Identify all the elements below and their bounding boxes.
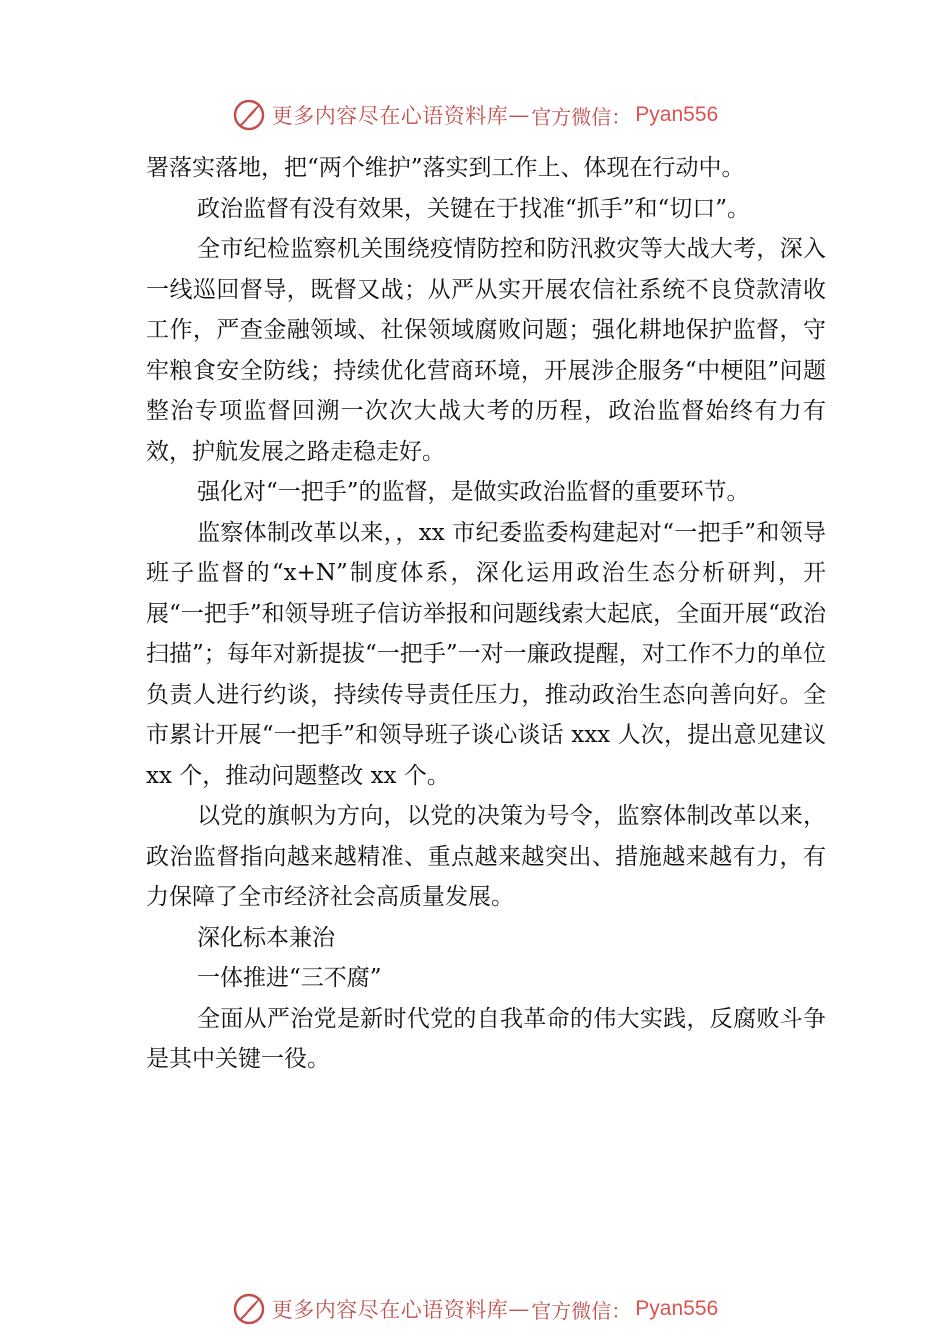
paragraph: 全面从严治党是新时代党的自我革命的伟大实践，反腐败斗争是其中关键一役。 bbox=[146, 1005, 826, 1072]
section-heading: 深化标本兼治 bbox=[197, 924, 335, 951]
document-body bbox=[146, 148, 826, 1080]
banner-separator: — bbox=[508, 1297, 530, 1321]
paragraph: 政治监督有没有效果，关键在于找准“抓手”和“切口”。 bbox=[197, 195, 751, 222]
wechat-id: Pyan556 bbox=[635, 103, 719, 126]
wechat-label: 官方微信： bbox=[531, 104, 632, 129]
feather-quill-logo-icon bbox=[232, 98, 266, 132]
header-watermark-banner bbox=[0, 95, 950, 135]
banner-text: 更多内容尽在心语资料库 bbox=[271, 104, 509, 128]
paragraph: 以党的旗帜为方向，以党的决策为号令，监察体制改革以来，政治监督指向越来越精准、重点越来越突出、措施越来越有力，有力保障了全市经济社会高质量发展。 bbox=[146, 803, 826, 910]
wechat-label: 官方微信： bbox=[531, 1298, 632, 1323]
banner-separator: — bbox=[508, 103, 530, 127]
feather-quill-logo-icon bbox=[232, 1292, 266, 1326]
paragraph: 全市纪检监察机关围绕疫情防控和防汛救灾等大战大考，深入一线巡回督导，既督又战；从严从实开展农信社系统不良贷款清收工作，严查金融领域、社保领域腐败问题；强化耕地保护监督，守牢粮食安全防线；持续优化营商环境，开展涉企服务“中梗阻”问题整治专项监督回溯一次次大战大考的历程，政治监督始终有力有效，护航发展之路走稳走好。 bbox=[146, 236, 826, 465]
section-subheading: 一体推进“三不腐” bbox=[197, 965, 382, 991]
paragraph: 强化对“一把手”的监督，是做实政治监督的重要环节。 bbox=[197, 479, 750, 505]
banner-text: 更多内容尽在心语资料库 bbox=[271, 1298, 509, 1322]
paragraph: 监察体制改革以来，，xx 市纪委监委构建起对“一把手”和领导班子监督的“x+N”制度体系，深化运用政治生态分析研判，开展“一把手”和领导班子信访举报和问题线索大起底，全面开展“政治扫描”；每年对新提拔“一把手”一对一廉政提醒，对工作不力的单位负责人进行约谈，持续传导责任压力，推动政治生态向善向好。全市累计开展“一把手”和领导班子谈心谈话 xxx 人次，提出意见建议 xx 个，推动问题整改 xx 个。 bbox=[146, 519, 826, 789]
paragraph: 署落实落地，把“两个维护”落实到工作上、体现在行动中。 bbox=[146, 155, 745, 181]
footer-watermark-banner bbox=[0, 1289, 950, 1329]
wechat-id: Pyan556 bbox=[635, 1297, 719, 1320]
